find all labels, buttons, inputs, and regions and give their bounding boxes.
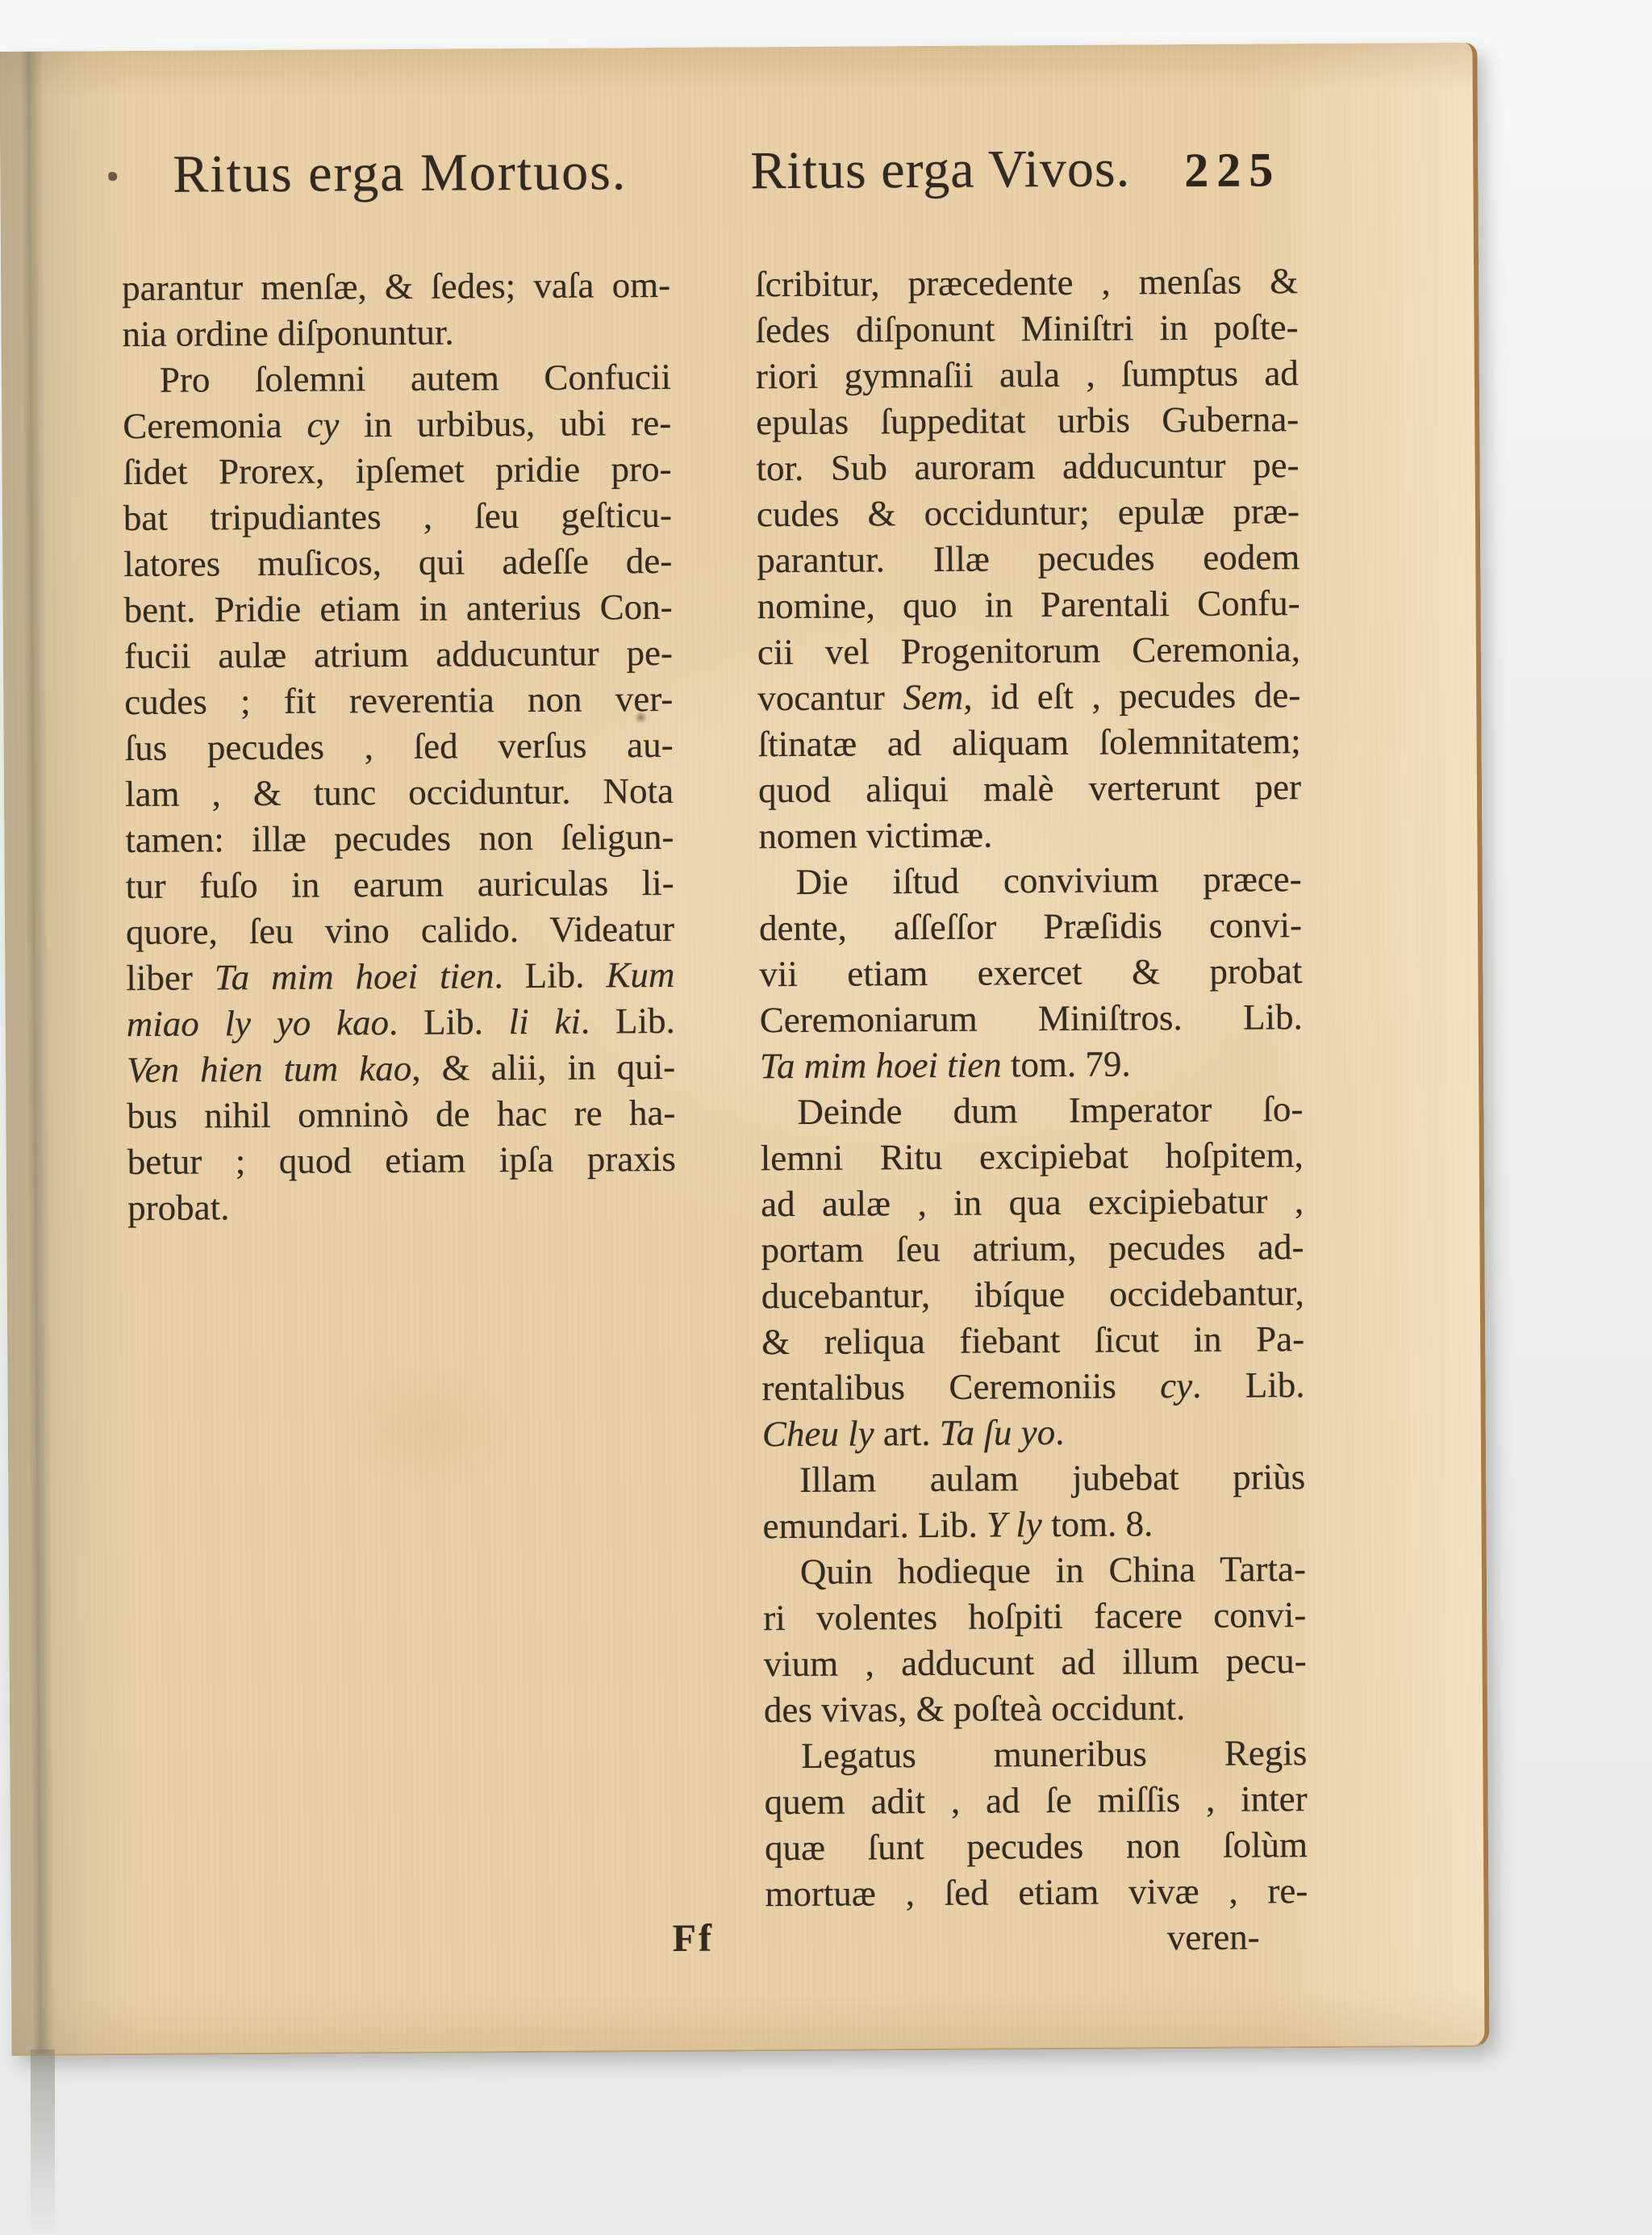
text-line	[122, 262, 670, 311]
text-line	[761, 1362, 1304, 1411]
roman-text: liber	[126, 957, 215, 999]
page-number: 225	[1184, 143, 1282, 198]
text-line	[758, 764, 1301, 813]
text-line	[123, 538, 672, 587]
roman-text: vii etiam exercet & probat	[759, 950, 1303, 995]
roman-text: bent. Pridie etiam in anterius Con-	[123, 586, 673, 631]
italic-phrase: Y ly	[986, 1504, 1042, 1545]
text-line	[126, 952, 674, 1001]
text-line	[122, 308, 670, 357]
text-line	[759, 902, 1302, 951]
roman-text: art.	[874, 1412, 940, 1454]
roman-text: tamen: illæ pecudes non ſeligun-	[125, 816, 674, 861]
text-column-right	[755, 258, 1308, 1917]
running-head-left: Ritus erga Mortuos.	[173, 142, 628, 204]
text-line	[761, 1224, 1304, 1273]
text-line	[127, 1136, 676, 1185]
text-line	[123, 492, 672, 541]
text-line	[765, 1868, 1308, 1917]
roman-text: ad aulæ , in qua excipiebatur ,	[760, 1180, 1304, 1225]
roman-text: portam ſeu atrium, pecudes ad-	[761, 1226, 1304, 1271]
italic-phrase: Sem	[903, 676, 964, 718]
roman-text: nomine, quo in Parentali Confu-	[757, 583, 1300, 627]
roman-text: vocantur	[757, 677, 903, 719]
catchword: veren-	[1166, 1916, 1260, 1958]
roman-text: quod aliqui malè verterunt per	[757, 767, 1302, 811]
text-line	[761, 1316, 1304, 1365]
roman-text: probat.	[127, 1187, 230, 1229]
text-line	[763, 1546, 1306, 1595]
text-line	[759, 856, 1302, 905]
text-line	[764, 1776, 1307, 1825]
roman-text: ſcribitur, præcedente , menſas &	[755, 261, 1299, 305]
roman-text: Ceremonia	[123, 404, 307, 447]
italic-phrase: cy	[1160, 1365, 1193, 1406]
text-line	[757, 534, 1299, 583]
roman-text: Legatus muneribus Regis	[801, 1732, 1308, 1776]
text-line	[123, 354, 671, 403]
text-line	[123, 446, 671, 495]
roman-text: . Lib.	[580, 1000, 675, 1042]
roman-text: Pro ſolemni autem Confucii	[159, 356, 672, 400]
text-line	[762, 1454, 1305, 1503]
text-line	[761, 1132, 1304, 1181]
text-line	[760, 994, 1303, 1043]
roman-text: vium , adducunt ad illum pecu-	[763, 1640, 1307, 1685]
text-line	[124, 722, 673, 771]
roman-text: parantur. Illæ pecudes eodem	[757, 537, 1300, 581]
roman-text: in urbibus, ubi re-	[339, 402, 672, 445]
italic-phrase: Ven hien tum kao	[126, 1047, 412, 1091]
roman-text: latores muſicos, qui adeſſe de-	[123, 540, 673, 585]
roman-text: ſedes diſponunt Miniſtri in poſte-	[755, 307, 1299, 351]
roman-text: Deinde dum Imperator ſo-	[797, 1088, 1304, 1132]
text-line	[761, 1270, 1304, 1319]
text-line	[762, 1408, 1305, 1457]
signature-mark: Ff	[672, 1916, 715, 1960]
italic-phrase: Ta ſu yo	[939, 1412, 1056, 1453]
text-line	[761, 1178, 1304, 1227]
text-line	[765, 1822, 1308, 1871]
roman-text: . Lib.	[1191, 1364, 1305, 1406]
text-line	[757, 580, 1299, 629]
roman-text: nia ordine diſponuntur.	[122, 311, 454, 355]
roman-text: parantur menſæ, & ſedes; vaſa om-	[122, 264, 671, 309]
roman-text: .	[1055, 1411, 1065, 1453]
text-line	[126, 906, 674, 955]
italic-phrase: li ki	[508, 1001, 582, 1042]
text-line	[756, 442, 1299, 491]
roman-text: cudes & occiduntur; epulæ præ-	[756, 491, 1300, 535]
roman-text: bat tripudiantes , ſeu geſticu-	[123, 494, 673, 539]
roman-text: quæ ſunt pecudes non ſolùm	[764, 1824, 1308, 1869]
roman-text: rentalibus Ceremoniis	[761, 1365, 1161, 1409]
catchword-row	[766, 1915, 1260, 1964]
roman-text: tor. Sub auroram adducuntur pe-	[756, 445, 1299, 489]
text-line	[127, 1182, 676, 1231]
roman-text: quore, ſeu vino calido. Videatur	[125, 908, 675, 953]
text-line	[757, 488, 1299, 537]
roman-text: Illam aulam jubebat priùs	[799, 1456, 1306, 1500]
italic-phrase: cy	[307, 404, 340, 445]
roman-text: Ceremoniarum Miniſtros. Lib.	[759, 996, 1303, 1041]
roman-text: riori gymnaſii aula , ſumptus ad	[755, 353, 1299, 397]
text-line	[127, 1090, 675, 1139]
roman-text: lemni Ritu excipiebat hoſpitem,	[760, 1134, 1304, 1179]
roman-text: emundari. Lib.	[762, 1504, 987, 1547]
roman-text: cii vel Progenitorum Ceremonia,	[757, 629, 1301, 673]
roman-text: . Lib.	[388, 1001, 509, 1043]
text-line	[764, 1730, 1307, 1779]
text-line	[755, 258, 1298, 307]
text-line	[124, 676, 673, 725]
text-column-left	[122, 262, 676, 1231]
book-page	[0, 43, 1490, 2056]
roman-text: tom. 8.	[1041, 1503, 1153, 1545]
roman-text: lam , & tunc occiduntur. Nota	[124, 770, 674, 815]
roman-text: ſtinatæ ad aliquam ſolemnitatem;	[757, 721, 1301, 765]
text-line	[124, 630, 673, 679]
roman-text: cudes ; fit reverentia non ver-	[124, 678, 674, 723]
text-line	[760, 1040, 1303, 1089]
roman-text: epulas ſuppeditat urbis Guberna-	[756, 399, 1299, 443]
text-line	[755, 304, 1298, 353]
roman-text: tom. 79.	[1001, 1043, 1131, 1085]
text-line	[757, 672, 1300, 721]
roman-text: tur fuſo in earum auriculas li-	[125, 862, 674, 907]
roman-text: Quin hodieque in China Tarta-	[799, 1548, 1307, 1592]
text-line	[757, 626, 1300, 675]
text-line	[764, 1684, 1307, 1733]
margin-dot-mark	[108, 172, 117, 181]
text-line	[759, 948, 1302, 997]
roman-text: , id eſt , pecudes de-	[963, 675, 1301, 717]
text-line	[762, 1500, 1305, 1549]
text-line	[758, 810, 1301, 859]
roman-text: quem adit , ad ſe miſſis , inter	[764, 1778, 1308, 1823]
roman-text: , & alii, in qui-	[411, 1046, 676, 1088]
text-line	[760, 1086, 1303, 1135]
roman-text: Die iſtud convivium præce-	[795, 858, 1302, 902]
roman-text: ſus pecudes , ſed verſus au-	[124, 724, 674, 769]
italic-phrase: Ta mim hoei tien	[759, 1044, 1002, 1087]
book-gutter-shadow	[31, 2049, 55, 2235]
roman-text: ri volentes hoſpiti facere convi-	[763, 1594, 1307, 1639]
text-line	[127, 1044, 675, 1093]
roman-text: ducebantur, ibíque occidebantur,	[761, 1272, 1304, 1317]
running-head-right: Ritus erga Vivos.	[750, 139, 1131, 201]
text-line	[756, 396, 1299, 445]
roman-text: & reliqua fiebant ſicut in Pa-	[761, 1318, 1305, 1363]
text-line	[763, 1638, 1306, 1687]
italic-phrase: miao ly yo kao	[126, 1002, 390, 1045]
italic-phrase: Cheu ly	[761, 1413, 874, 1455]
text-line	[757, 718, 1300, 767]
roman-text: ſidet Prorex, ipſemet pridie pro-	[123, 448, 672, 493]
roman-text: des vivas, & poſteà occidunt.	[763, 1687, 1186, 1731]
text-line	[123, 400, 671, 449]
roman-text: mortuæ , ſed etiam vivæ , re-	[765, 1870, 1308, 1915]
text-line	[763, 1592, 1306, 1641]
roman-text: . Lib.	[494, 955, 607, 996]
text-line	[127, 998, 675, 1047]
text-line	[756, 350, 1299, 399]
text-line	[125, 768, 674, 817]
roman-text: bus nihil omninò de hac re ha-	[127, 1092, 676, 1137]
italic-phrase: Kum	[606, 954, 675, 996]
text-line	[125, 814, 674, 863]
text-line	[126, 860, 674, 909]
italic-phrase: Ta mim hoei tien	[214, 955, 494, 998]
roman-text: betur ; quod etiam ipſa praxis	[127, 1138, 676, 1183]
roman-text: fucii aulæ atrium adducuntur pe-	[123, 632, 674, 677]
text-line	[123, 584, 672, 633]
roman-text: dente, aſſeſſor Præſidis convi-	[758, 904, 1303, 949]
roman-text: nomen victimæ.	[758, 814, 993, 857]
